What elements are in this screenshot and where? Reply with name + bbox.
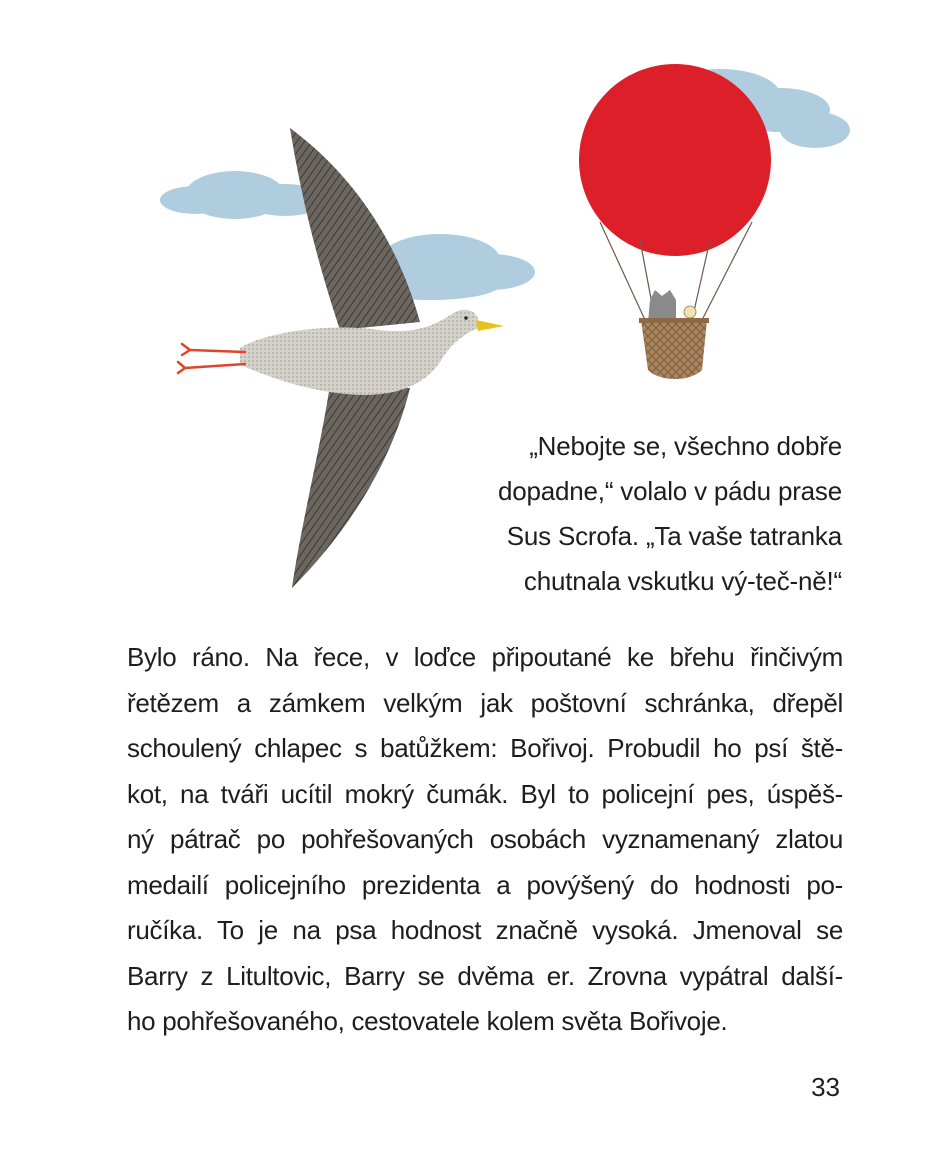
body-line: schoulený chlapec s batůžkem: Bořivoj. Probudil ho psí ště- [127,733,843,763]
page-number: 33 [811,1072,840,1102]
quote-line: „Nebojte se, všechno dobře [529,431,842,461]
quote-line: chutnala vskutku vý-teč-ně!“ [523,566,842,596]
body-line: Bylo ráno. Na řece, v loďce připoutané ke břehu řinčivým [127,642,843,672]
body-line: řetězem a zámkem velkým jak poštovní schránka, dřepěl [127,687,843,718]
quote-line: dopadne,“ volalo v pádu prase [497,476,842,506]
body-line: kot, na tváři ucítil mokrý čumák. Byl to policejní pes, úspěš- [127,778,843,809]
body-paragraph [127,635,843,1045]
quote-paragraph [430,424,842,604]
body-line: Barry z Litultovic, Barry se dvěma er. Zrovna vypátral další- [127,960,843,991]
body-line: ručíka. To je na psa hodnost značně vysoká. Jmenoval se [127,915,843,945]
quote-line: Sus Scrofa. „Ta vaše tatranka [506,521,842,551]
body-line: medailí policejního prezidenta a povýšený do hodnosti po- [127,869,843,900]
body-line: ný pátrač po pohřešovaných osobách vyznamenaný zlatou [127,824,843,854]
hot-air-balloon-icon [579,64,771,379]
body-line: ho pohřešovaného, cestovatele kolem světa Bořivoje. [127,1006,728,1036]
